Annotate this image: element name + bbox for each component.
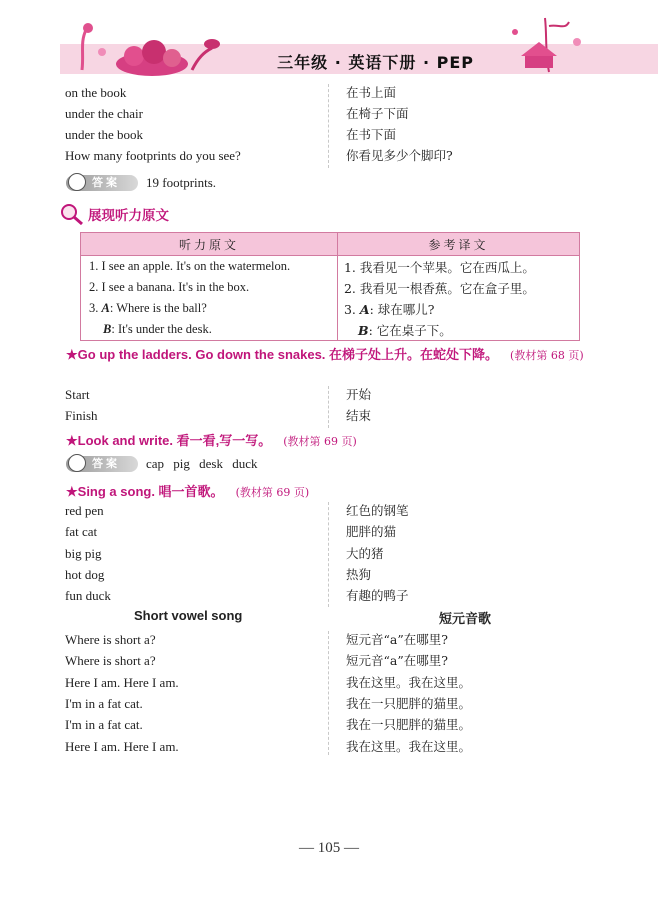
table-row xyxy=(81,319,580,341)
magnifier-icon xyxy=(60,203,84,225)
table-cell xyxy=(337,298,579,319)
column-divider xyxy=(328,84,329,168)
song-title-zh: 短元音歌 xyxy=(439,612,492,627)
section-ref: (教材第 69 页) xyxy=(235,486,310,499)
section-ladders-heading xyxy=(66,345,596,366)
table-cell: 1. 我看见一个苹果。它在西瓜上。 xyxy=(337,256,579,278)
transcript-table xyxy=(80,232,580,341)
column-divider xyxy=(328,386,329,428)
vocab-zh: 在椅子下面 xyxy=(346,106,409,121)
song-line-zh: 我在一只肥胖的猫里。 xyxy=(346,717,472,732)
vocab-zh: 红色的钢笔 xyxy=(346,503,409,518)
speaker-label: A xyxy=(101,301,110,315)
answer-badge xyxy=(66,456,138,472)
table-cell: 1. I see an apple. It's on the watermelon. xyxy=(81,256,338,278)
vocab-en: fat cat xyxy=(65,524,98,539)
vocab-zh: 结束 xyxy=(346,408,372,423)
song-title-en: Short vowel song xyxy=(134,608,243,623)
song-line-zh: 我在这里。我在这里。 xyxy=(346,739,472,754)
vocab-en: fun duck xyxy=(65,588,111,603)
vocab-en: under the chair xyxy=(65,106,143,121)
answer-label: 答案 xyxy=(92,457,120,470)
section-ref: (教材第 68 页) xyxy=(510,349,584,362)
listening-heading xyxy=(60,203,169,225)
song-line-en: Where is short a? xyxy=(65,632,156,647)
header-title: 三年级 · 英语下册 · PEP xyxy=(277,53,474,72)
song-line-zh: 短元音“a”在哪里? xyxy=(346,653,448,668)
section-title: ★Look and write. 看一看,写一写。 xyxy=(66,433,272,448)
song-line-en: Here I am. Here I am. xyxy=(65,739,179,754)
face-icon xyxy=(68,173,86,191)
table-cell xyxy=(81,298,338,319)
section-sing-heading xyxy=(66,481,309,500)
table-cell xyxy=(81,319,338,341)
page-number: — 105 — xyxy=(299,840,359,856)
vocab-en: on the book xyxy=(65,85,127,100)
vocab-zh: 热狗 xyxy=(346,567,372,582)
flower-decoration-icon xyxy=(72,18,232,76)
vocab-en: Finish xyxy=(65,408,98,423)
vocab-zh: 有趣的鸭子 xyxy=(346,588,409,603)
line-text: : Where is the ball? xyxy=(109,301,207,315)
vocab-en: Start xyxy=(65,387,90,402)
column-divider xyxy=(328,502,329,607)
column-divider xyxy=(328,631,329,755)
song-line-en: I'm in a fat cat. xyxy=(65,696,143,711)
section-ref: (教材第 69 页) xyxy=(283,435,357,448)
vocab-zh: 你看见多少个脚印? xyxy=(346,148,453,163)
table-cell: 2. 我看见一根香蕉。它在盒子里。 xyxy=(337,277,579,298)
table-cell: 2. I see a banana. It's in the box. xyxy=(81,277,338,298)
table-cell xyxy=(337,319,579,341)
answer-text: cap pig desk duck xyxy=(146,456,258,471)
song-line-en: I'm in a fat cat. xyxy=(65,717,143,732)
vocab-en: big pig xyxy=(65,546,102,561)
song-line-en: Where is short a? xyxy=(65,653,156,668)
table-header: 参考译文 xyxy=(337,233,579,256)
line-number: 3. xyxy=(343,301,360,317)
answer-badge xyxy=(66,175,138,191)
song-line-zh: 短元音“a”在哪里? xyxy=(346,632,448,647)
vocab-zh: 肥胖的猫 xyxy=(346,524,397,539)
speaker-label: A xyxy=(359,301,370,317)
table-header: 听力原文 xyxy=(81,233,338,256)
vocab-zh: 在书上面 xyxy=(346,85,397,100)
vocab-en: How many footprints do you see? xyxy=(65,148,241,163)
answer-block xyxy=(66,454,258,474)
line-text: : 球在哪儿? xyxy=(369,301,435,317)
speaker-label: B xyxy=(357,322,369,338)
section-look-heading xyxy=(66,430,357,449)
table-row xyxy=(81,298,580,319)
vocab-en: hot dog xyxy=(65,567,105,582)
table-row xyxy=(81,277,580,298)
section-title: ★Go up the ladders. Go down the snakes. 在梯子处上升。在蛇处下降。 xyxy=(66,347,499,362)
vocab-zh: 在书下面 xyxy=(346,127,397,142)
line-text: : 它在桌子下。 xyxy=(368,322,452,338)
speaker-label: B xyxy=(103,322,112,336)
song-line-zh: 我在一只肥胖的猫里。 xyxy=(346,696,472,711)
section-title: ★Sing a song. 唱一首歌。 xyxy=(66,484,224,499)
line-number: 3. xyxy=(89,301,102,315)
listening-heading-text: 展现听力原文 xyxy=(88,208,169,224)
table-row xyxy=(81,256,580,278)
vocab-zh: 大的猪 xyxy=(346,546,384,561)
table-header-row xyxy=(81,233,580,256)
answer-block xyxy=(66,173,216,193)
song-line-en: Here I am. Here I am. xyxy=(65,675,179,690)
vocab-en: under the book xyxy=(65,127,143,142)
song-line-zh: 我在这里。我在这里。 xyxy=(346,675,472,690)
vocab-zh: 开始 xyxy=(346,387,372,402)
house-decoration-icon xyxy=(505,12,595,76)
line-text: : It's under the desk. xyxy=(111,322,212,336)
vocab-en: red pen xyxy=(65,503,104,518)
answer-label: 答案 xyxy=(92,176,120,189)
page-header xyxy=(0,0,658,78)
face-icon xyxy=(68,454,86,472)
answer-text: 19 footprints. xyxy=(146,175,217,190)
